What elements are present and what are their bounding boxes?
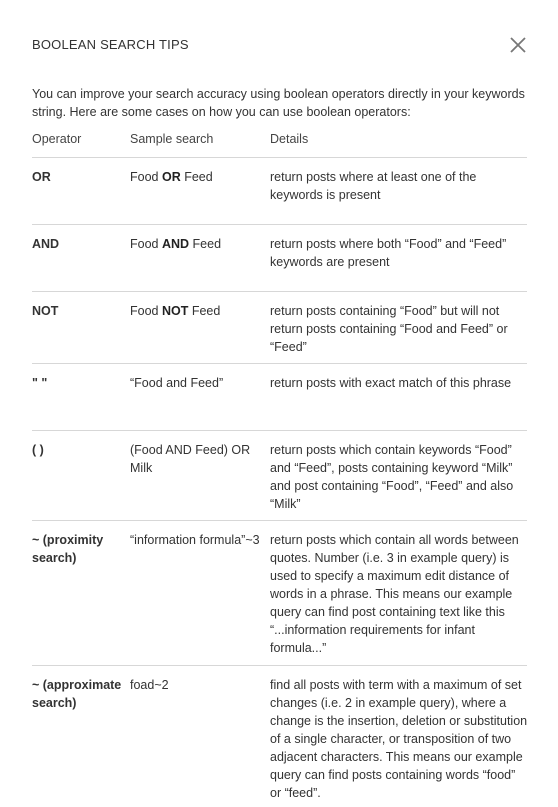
sample-cell bbox=[130, 168, 262, 186]
table-row bbox=[32, 158, 527, 225]
sample-cell bbox=[130, 235, 262, 253]
intro-text: You can improve your search accuracy using boolean operators directly in your keywords string. Here are some cases on how you can use boolean operators: bbox=[32, 87, 525, 119]
table-row bbox=[32, 364, 527, 431]
details-cell: return posts with exact match of this phrase bbox=[270, 376, 512, 390]
operator-cell: ~ (proximity search) bbox=[32, 533, 104, 565]
header-sample-search: Sample search bbox=[130, 132, 214, 146]
sample-operator: OR bbox=[161, 170, 181, 184]
table-header-row bbox=[32, 128, 527, 158]
operator-cell: NOT bbox=[32, 304, 59, 318]
sample-text: Feed bbox=[188, 304, 221, 318]
details-cell: find all posts with term with a maximum of set changes (i.e. 2 in example query), where a change is the insertion, deletion or substitution of a single character, or transposition of two adjacent characters. This means our example query can find posts containing words “food” or “feed”. bbox=[270, 678, 528, 800]
table-row bbox=[32, 225, 527, 292]
operator-cell: ( ) bbox=[32, 443, 44, 457]
details-cell: return posts where at least one of the keywords is present bbox=[270, 170, 477, 202]
sample-operator: AND bbox=[161, 237, 190, 251]
sample-text: Feed bbox=[180, 170, 213, 184]
header-operator: Operator bbox=[32, 132, 82, 146]
details-cell: return posts which contain keywords “Food” and “Feed”, posts containing keyword “Milk” and post containing “Food”, “Feed” and also “Milk” bbox=[270, 443, 514, 511]
table-row bbox=[32, 431, 527, 521]
sample-cell bbox=[130, 374, 262, 392]
sample-text: Food bbox=[130, 170, 162, 184]
operators-table bbox=[32, 128, 527, 802]
sample-text: “information formula”~3 bbox=[130, 533, 260, 547]
sample-text: Food bbox=[130, 304, 162, 318]
sample-text: foad~2 bbox=[130, 678, 169, 692]
table-row bbox=[32, 292, 527, 364]
details-cell: return posts which contain all words between quotes. Number (i.e. 3 in example query) is used to specify a maximum edit distance of words in a phrase. This means our example query can find post containing text like this “...information requirements for infant formula...” bbox=[270, 533, 519, 655]
sample-text: Feed bbox=[189, 237, 222, 251]
header-details: Details bbox=[270, 132, 309, 146]
operator-cell: " " bbox=[32, 376, 48, 390]
sample-cell bbox=[130, 441, 262, 477]
sample-operator: NOT bbox=[161, 304, 189, 318]
close-button[interactable] bbox=[508, 35, 528, 55]
operator-cell: OR bbox=[32, 170, 51, 184]
sample-text: Food bbox=[130, 237, 162, 251]
table-row bbox=[32, 666, 527, 802]
sample-text: (Food AND Feed) OR Milk bbox=[130, 443, 251, 475]
sample-cell bbox=[130, 676, 262, 694]
details-cell: return posts containing “Food” but will not return posts containing “Food and Feed” or “Feed” bbox=[270, 304, 508, 354]
operator-cell: ~ (approximate search) bbox=[32, 678, 122, 710]
close-icon[interactable] bbox=[509, 36, 527, 54]
operator-cell: AND bbox=[32, 237, 60, 251]
sample-text: “Food and Feed” bbox=[130, 376, 224, 390]
sample-cell bbox=[130, 531, 262, 549]
sample-cell bbox=[130, 302, 262, 320]
table-row bbox=[32, 521, 527, 666]
dialog-title: BOOLEAN SEARCH TIPS bbox=[32, 37, 189, 52]
details-cell: return posts where both “Food” and “Feed” keywords are present bbox=[270, 237, 507, 269]
